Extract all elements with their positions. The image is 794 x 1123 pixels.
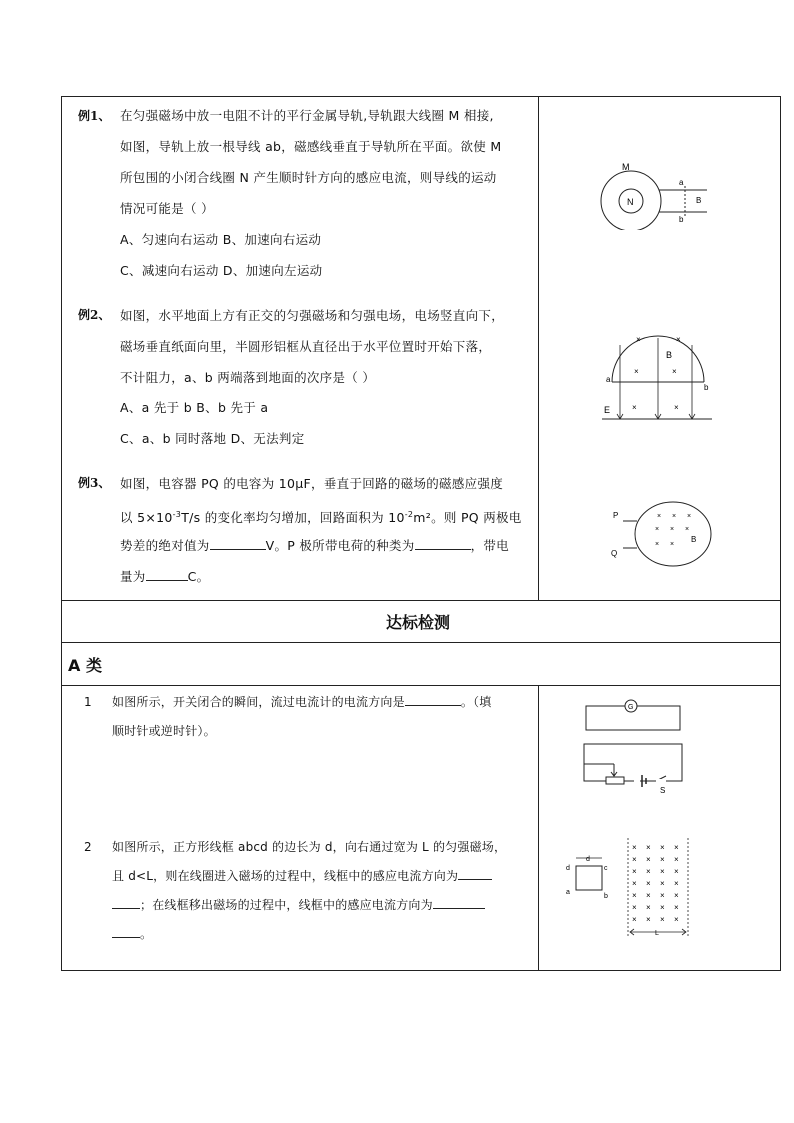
example-3-figure	[605, 496, 715, 572]
blank-voltage[interactable]	[210, 537, 266, 550]
question-1-line-1-b: 。（填	[460, 695, 492, 709]
figure2-a-label: a	[606, 375, 611, 384]
example-3-line-3-a: 势差的绝对值为	[120, 538, 210, 553]
question-2-line-1: 如图所示，正方形线框 abcd 的边长为 d，向右通过宽为 L 的匀强磁场，	[112, 840, 507, 854]
table-border-right	[780, 96, 781, 971]
figure-q2-a-label: a	[566, 889, 570, 896]
figure-q2-cross: ×	[660, 843, 665, 852]
figure2-e-label: E	[604, 405, 611, 415]
example-3-line-3	[120, 530, 509, 561]
example-1-label: 例1、	[78, 109, 111, 123]
figure3-cross-4: ×	[655, 526, 660, 533]
example-3-line-2-sup: -3	[172, 510, 182, 519]
table-row-divider-2	[61, 642, 781, 643]
table-row-divider-3	[61, 685, 781, 686]
example-2-line-1: 如图，水平地面上方有正交的匀强磁场和匀强电场，电场竖直向下，	[120, 308, 505, 323]
figure-q2-cross: ×	[660, 855, 665, 864]
example-3-label: 例3、	[78, 476, 111, 490]
example-3-line-2-a: 以 5×10	[120, 510, 173, 526]
question-2-figure	[562, 836, 702, 942]
figure3-cross-7: ×	[655, 541, 660, 548]
example-3-line-2	[120, 499, 522, 533]
figure-q2-b-label: b	[604, 893, 608, 900]
figure-q2-cross: ×	[674, 879, 679, 888]
figure-q2-d-label: d	[566, 865, 570, 872]
question-2-line-3	[112, 891, 485, 920]
figure3-cross-8: ×	[670, 541, 675, 548]
figure-q2-cross: ×	[646, 903, 651, 912]
figure-q2-cross: ×	[646, 855, 651, 864]
figure-q2-cross: ×	[674, 855, 679, 864]
blank-exiting-direction-a[interactable]	[433, 896, 485, 909]
figure-q2-l-label: L	[655, 930, 659, 937]
example-3-line-2-b: T/s 的变化率均匀增加，回路面积为 10	[181, 510, 405, 526]
blank-charge-amount[interactable]	[146, 568, 188, 581]
question-2-line-2-a: 且 d<L，则在线圈进入磁场的过程中，线框中的感应电流方向为	[112, 869, 459, 883]
figure-q2-cross: ×	[632, 903, 637, 912]
question-1-figure	[580, 696, 690, 798]
example-2-label: 例2、	[78, 308, 111, 322]
example-1-line-1: 在匀强磁场中放一电阻不计的平行金属导轨,导轨跟大线圈 M 相接,	[120, 108, 494, 123]
example-3-line-3-c: ，带电	[470, 538, 509, 553]
example-2-option-1: A、a 先于 b B、b 先于 a	[120, 400, 269, 415]
figure-q2-cross: ×	[632, 867, 637, 876]
example-3-line-3-b: V。P 极所带电荷的种类为	[265, 538, 415, 553]
example-2-figure	[600, 330, 715, 425]
figure-q2-cross: ×	[674, 903, 679, 912]
figure2-field-label: B	[666, 350, 673, 360]
figure-q2-dim-d: d	[586, 856, 590, 863]
figure-q2-cross: ×	[660, 915, 665, 924]
figure2-cross-4: ×	[672, 367, 677, 376]
figure-q2-cross: ×	[646, 915, 651, 924]
example-3-line-1: 如图，电容器 PQ 的电容为 10μF，垂直于回路的磁场的磁感应强度	[120, 476, 504, 491]
figure2-cross-3: ×	[634, 367, 639, 376]
blank-current-direction[interactable]	[405, 693, 461, 706]
figure-q2-cross: ×	[632, 915, 637, 924]
figure2-b-label: b	[704, 383, 709, 392]
figure1-m-label: M	[622, 162, 630, 172]
example-3-line-4	[120, 561, 209, 592]
example-3-line-4-a: 量为	[120, 569, 146, 584]
example-1-line-2: 如图，导轨上放一根导线 ab，磁感线垂直于导轨所在平面。欲使 M	[120, 139, 502, 154]
figure1-a-label: a	[679, 178, 684, 187]
figure-q2-cross: ×	[632, 855, 637, 864]
question-1-number: 1	[84, 695, 92, 709]
figure-q2-cross: ×	[660, 879, 665, 888]
figure2-cross-6: ×	[674, 403, 679, 412]
figure-q2-c-label: c	[604, 865, 608, 872]
example-1-option-1: A、匀速向右运动 B、加速向右运动	[120, 232, 322, 247]
figure-q2-cross: ×	[646, 843, 651, 852]
blank-exiting-direction-b[interactable]	[112, 925, 140, 938]
figure-q2-cross: ×	[674, 915, 679, 924]
table-col-divider-bottom	[538, 685, 539, 971]
figure-q1-s-label: S	[660, 786, 666, 795]
figure-q2-cross: ×	[632, 879, 637, 888]
table-col-divider-top	[538, 96, 539, 601]
figure1-n-label: N	[627, 197, 634, 207]
figure3-p-label: P	[613, 511, 619, 520]
figure-q2-cross: ×	[674, 867, 679, 876]
blank-charge-type[interactable]	[415, 537, 471, 550]
figure-q1-g-label: G	[628, 704, 634, 711]
question-1-line-1	[112, 688, 491, 717]
example-3-line-4-b: C。	[187, 569, 210, 584]
figure-q2-cross: ×	[674, 891, 679, 900]
question-2-line-2	[112, 862, 492, 891]
example-1-figure	[595, 160, 720, 230]
figure3-cross-6: ×	[685, 526, 690, 533]
example-3-line-2-sup2: -2	[404, 510, 414, 519]
table-border-left	[61, 96, 62, 971]
example-2-line-2: 磁场垂直纸面向里，半圆形铝框从直径出于水平位置时开始下落，	[120, 339, 492, 354]
table-row-divider-1	[61, 600, 781, 601]
table-border-bottom	[61, 970, 781, 971]
figure1-field-label: B	[696, 196, 702, 205]
example-1-option-2: C、减速向右运动 D、加速向左运动	[120, 263, 323, 278]
figure2-cross-2: ×	[676, 335, 681, 344]
example-2-line-3: 不计阻力，a、b 两端落到地面的次序是（ ）	[120, 370, 376, 385]
section-title: 达标检测	[386, 613, 451, 632]
question-2-line-4-a: 。	[140, 927, 153, 941]
example-2-option-2: C、a、b 同时落地 D、无法判定	[120, 431, 305, 446]
figure3-q-label: Q	[611, 549, 618, 558]
question-2-number: 2	[84, 840, 92, 854]
figure-q2-cross: ×	[632, 843, 637, 852]
example-3-line-2-c: m²。则 PQ 两极电	[413, 510, 522, 526]
figure-q2-cross: ×	[674, 843, 679, 852]
figure-q2-cross: ×	[660, 867, 665, 876]
figure3-cross-1: ×	[657, 513, 662, 520]
question-1-line-1-a: 如图所示，开关闭合的瞬间，流过电流计的电流方向是	[112, 695, 405, 709]
figure-q2-cross: ×	[660, 891, 665, 900]
question-2-line-4	[112, 920, 152, 949]
figure3-field-label: B	[691, 535, 697, 544]
category-label: A 类	[68, 656, 102, 675]
figure-q2-cross: ×	[632, 891, 637, 900]
figure1-b-label: b	[679, 215, 684, 224]
figure-q2-cross: ×	[646, 879, 651, 888]
example-1-line-4: 情况可能是（ ）	[120, 201, 214, 216]
figure-q2-cross: ×	[646, 867, 651, 876]
blank-entering-direction-a[interactable]	[458, 867, 492, 880]
example-1-line-3: 所包围的小闭合线圈 N 产生顺时针方向的感应电流，则导线的运动	[120, 170, 497, 185]
blank-entering-direction-b[interactable]	[112, 896, 140, 909]
figure2-cross-1: ×	[636, 335, 641, 344]
figure2-cross-5: ×	[632, 403, 637, 412]
figure3-cross-3: ×	[687, 513, 692, 520]
table-border-top	[61, 96, 781, 97]
figure-q2-cross: ×	[660, 903, 665, 912]
question-1-line-2: 顺时针或逆时针）。	[112, 724, 216, 738]
question-2-line-3-a: ；在线框移出磁场的过程中，线框中的感应电流方向为	[140, 898, 433, 912]
figure3-cross-2: ×	[672, 513, 677, 520]
figure-q2-cross: ×	[646, 891, 651, 900]
figure3-cross-5: ×	[670, 526, 675, 533]
